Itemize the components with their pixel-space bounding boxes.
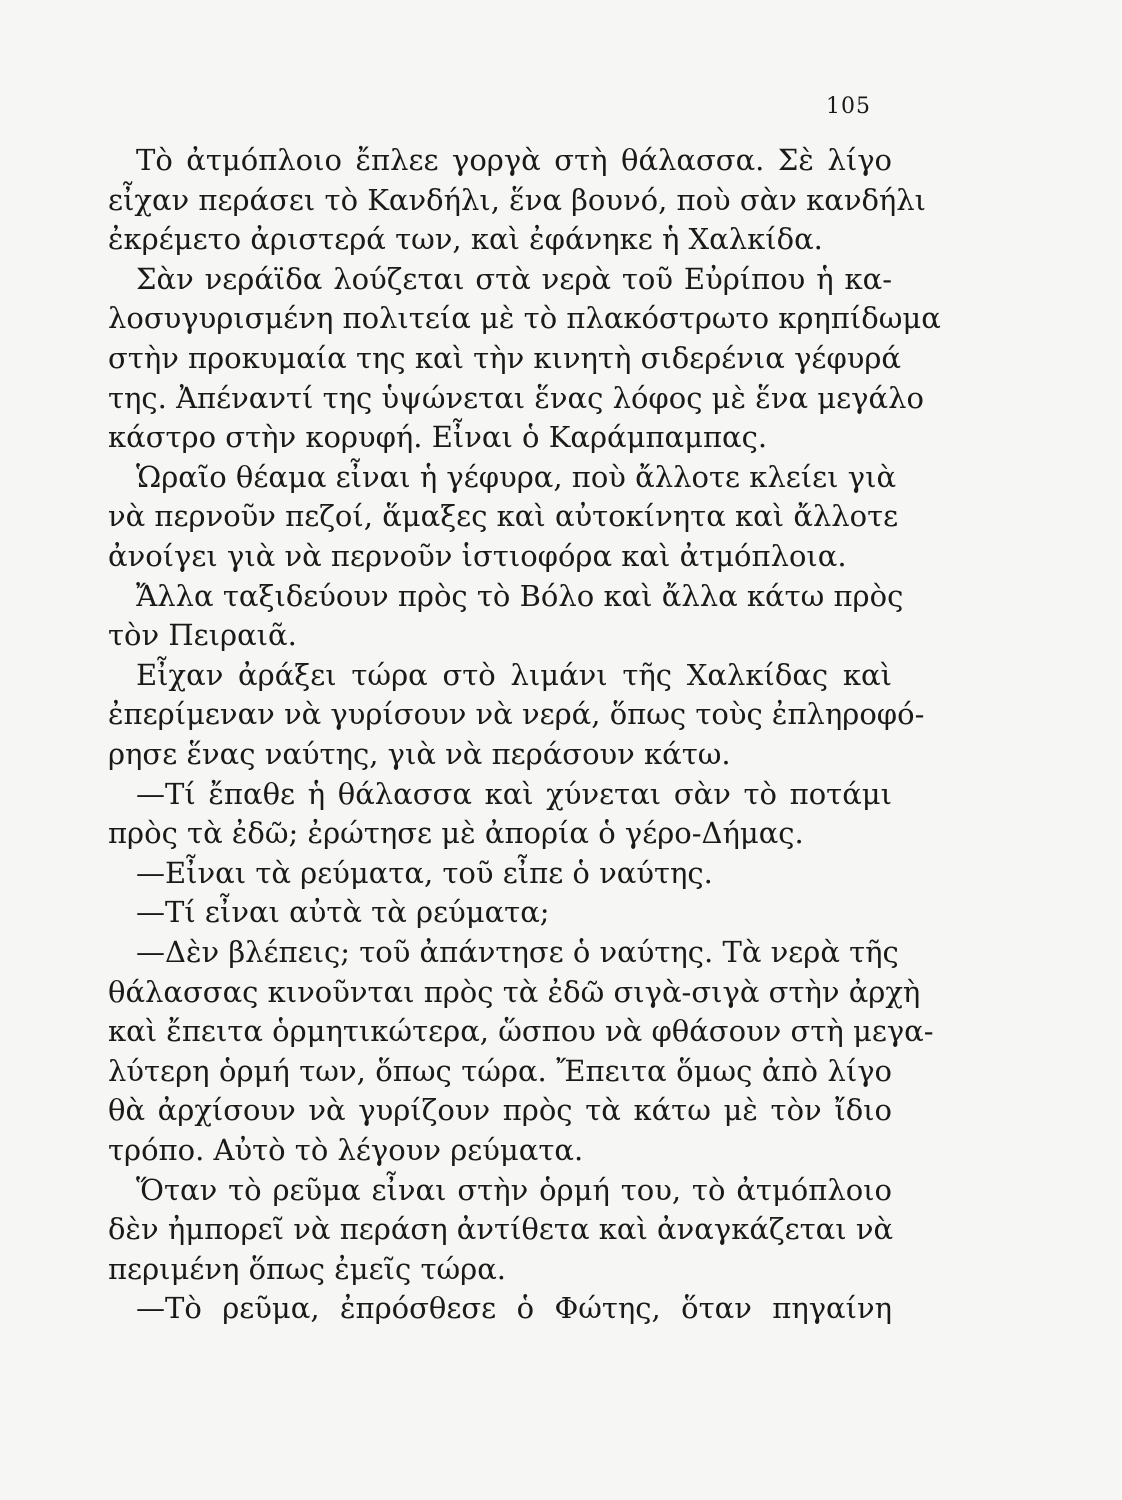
text-line: Ὅταν τὸ ρεῦμα εἶναι στὴν ὁρμή του, τὸ ἀτμόπλοιο bbox=[136, 1173, 892, 1207]
text-line: καὶ ἔπειτα ὁρμητικώτερα, ὥσπου νὰ φθάσουν στὴ μεγα- bbox=[108, 1014, 934, 1048]
text-line: εἶχαν περάσει τὸ Κανδήλι, ἕνα βουνό, ποὺ σὰν κανδήλι bbox=[108, 183, 927, 217]
text-line: Σὰν νεράϊδα λούζεται στὰ νερὰ τοῦ Εὐρίπου ἡ κα- bbox=[136, 262, 892, 296]
text-line: ρησε ἕνας ναύτης, γιὰ νὰ περάσουν κάτω. bbox=[108, 737, 731, 771]
text-line: δὲν ἠμπορεῖ νὰ περάση ἀντίθετα καὶ ἀναγκάζεται νὰ bbox=[108, 1212, 894, 1246]
page-number: 105 bbox=[826, 94, 871, 119]
text-line: —Δὲν βλέπεις; τοῦ ἀπάντησε ὁ ναύτης. Τὰ νερὰ τῆς bbox=[136, 935, 899, 969]
text-line: ἐπερίμεναν νὰ γυρίσουν νὰ νερά, ὅπως τοὺς ἐπληροφό- bbox=[108, 697, 925, 731]
text-line: τρόπο. Αὐτὸ τὸ λέγουν ρεύματα. bbox=[108, 1133, 584, 1167]
text-line: θὰ ἀρχίσουν νὰ γυρίζουν πρὸς τὰ κάτω μὲ τὸν ἴδιο bbox=[108, 1093, 892, 1127]
text-line: —Εἶναι τὰ ρεύματα, τοῦ εἶπε ὁ ναύτης. bbox=[136, 856, 713, 890]
text-line: ἀνοίγει γιὰ νὰ περνοῦν ἱστιοφόρα καὶ ἀτμόπλοια. bbox=[108, 539, 847, 573]
text-line: —Τὸ ρεῦμα, ἐπρόσθεσε ὁ Φώτης, ὅταν πηγαίνη bbox=[136, 1291, 892, 1325]
text-line: Ὡραῖο θέαμα εἶναι ἡ γέφυρα, ποὺ ἄλλοτε κλείει γιὰ bbox=[136, 460, 897, 494]
text-line: Ἄλλα ταξιδεύουν πρὸς τὸ Βόλο καὶ ἄλλα κάτω πρὸς bbox=[136, 579, 904, 613]
text-line: πρὸς τὰ ἐδῶ; ἐρώτησε μὲ ἀπορία ὁ γέρο-Δήμας. bbox=[108, 816, 804, 850]
text-line: θάλασσας κινοῦνται πρὸς τὰ ἐδῶ σιγὰ-σιγὰ στὴν ἀρχὴ bbox=[108, 975, 921, 1009]
text-line: της. Ἀπέναντί της ὑψώνεται ἕνας λόφος μὲ ἕνα μεγάλο bbox=[108, 381, 924, 415]
text-line: περιμένη ὅπως ἐμεῖς τώρα. bbox=[108, 1252, 507, 1286]
text-line: κάστρο στὴν κορυφή. Εἶναι ὁ Καράμπαμπας. bbox=[108, 420, 768, 454]
text-line: —Τί ἔπαθε ἡ θάλασσα καὶ χύνεται σὰν τὸ ποτάμι bbox=[136, 777, 892, 811]
text-line: στὴν προκυμαία της καὶ τὴν κινητὴ σιδερένια γέφυρά bbox=[108, 341, 902, 375]
text-line: νὰ περνοῦν πεζοί, ἅμαξες καὶ αὐτοκίνητα καὶ ἄλλοτε bbox=[108, 499, 899, 533]
text-line: λοσυγυρισμένη πολιτεία μὲ τὸ πλακόστρωτο κρηπίδωμα bbox=[108, 301, 941, 335]
text-line: λύτερη ὁρμή των, ὅπως τώρα. Ἔπειτα ὅμως ἀπὸ λίγο bbox=[108, 1054, 892, 1088]
text-line: Εἶχαν ἀράξει τώρα στὸ λιμάνι τῆς Χαλκίδας καὶ bbox=[136, 658, 892, 692]
text-line: ἐκρέμετο ἀριστερά των, καὶ ἐφάνηκε ἡ Χαλκίδα. bbox=[108, 222, 823, 256]
text-line: Τὸ ἀτμόπλοιο ἔπλεε γοργὰ στὴ θάλασσα. Σὲ λίγο bbox=[136, 143, 892, 177]
text-line: τὸν Πειραιᾶ. bbox=[108, 618, 297, 652]
text-line: —Τί εἶναι αὐτὰ τὰ ρεύματα; bbox=[136, 895, 550, 929]
